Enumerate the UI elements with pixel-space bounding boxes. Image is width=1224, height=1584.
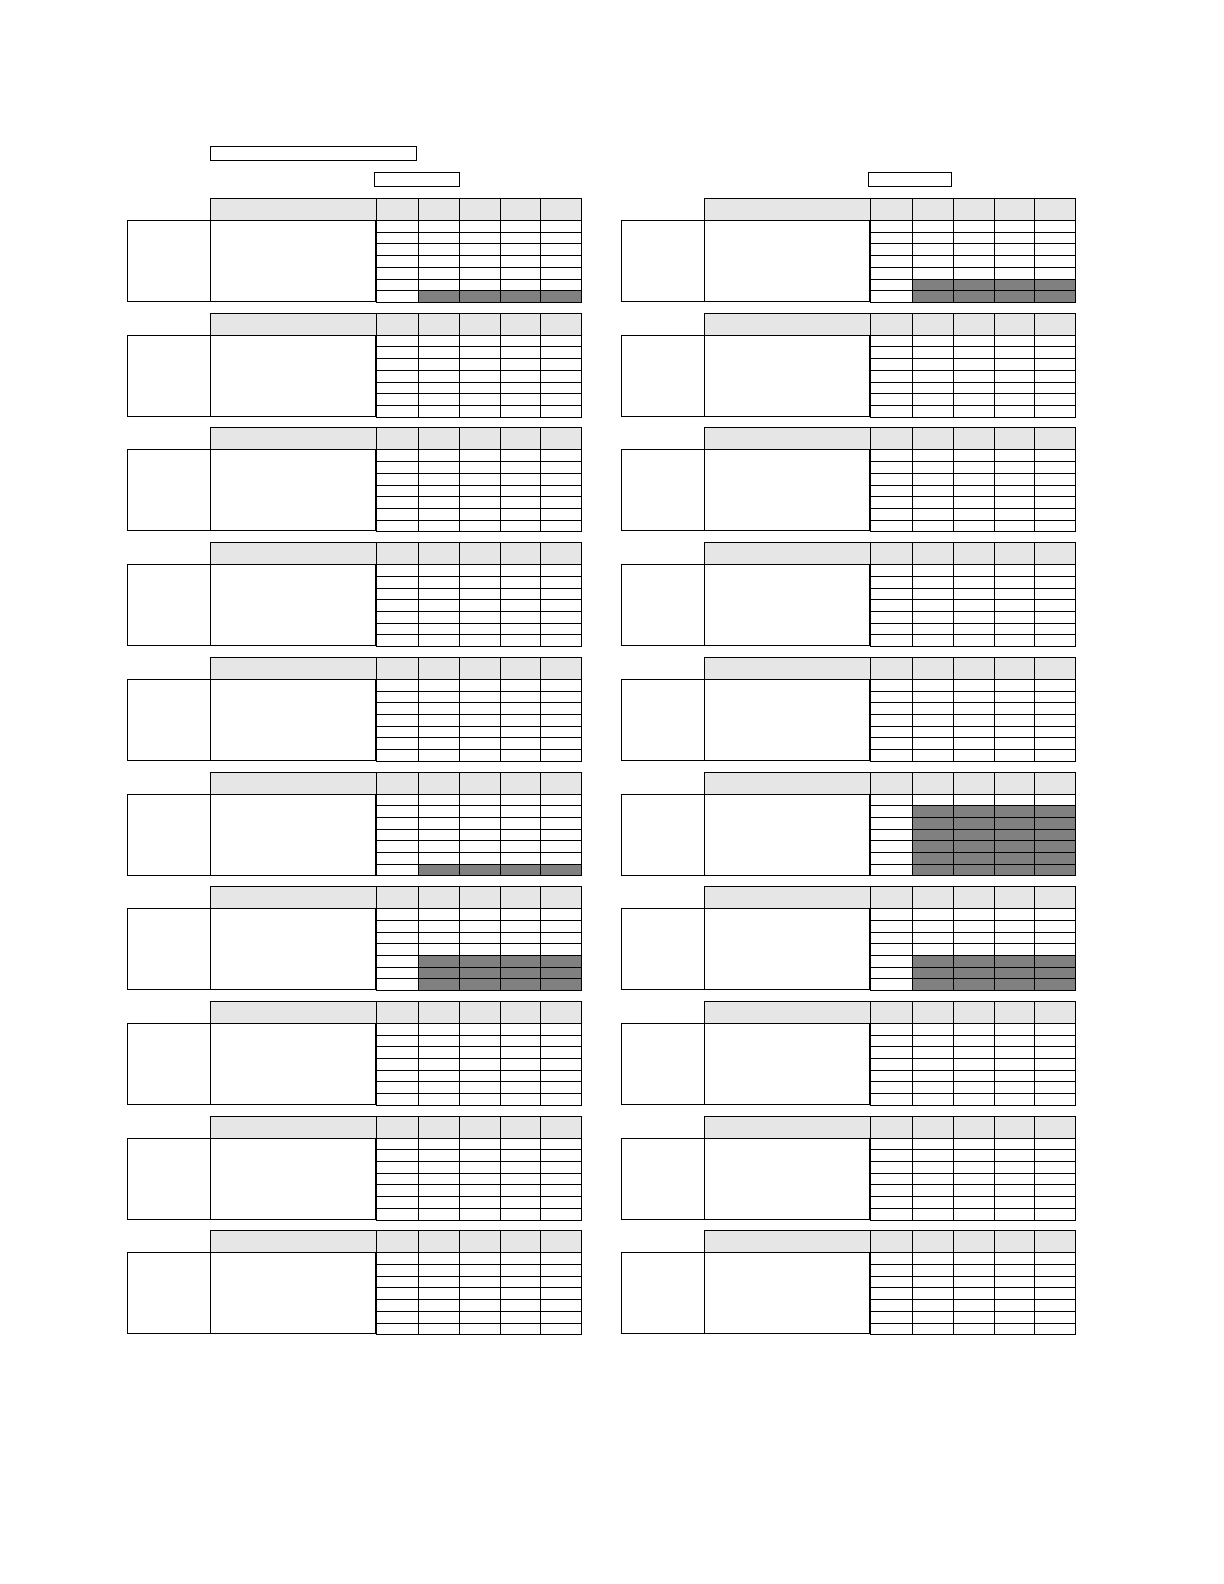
value-cell[interactable] [953, 634, 995, 647]
code-cell[interactable] [376, 520, 419, 533]
value-cell [994, 290, 1035, 303]
right-block-1 [621, 198, 1075, 302]
block-header-cell [953, 198, 995, 221]
block-header-cell [540, 427, 582, 450]
block-description-field[interactable] [210, 335, 376, 417]
value-cell[interactable] [912, 749, 954, 762]
block-header-cell [540, 1230, 582, 1253]
value-cell [418, 290, 460, 303]
block-header-cell [1034, 198, 1076, 221]
right-block-2 [621, 313, 1075, 417]
block-label-field[interactable] [127, 1023, 211, 1105]
value-cell[interactable] [500, 634, 541, 647]
value-cell[interactable] [500, 749, 541, 762]
block-label-field[interactable] [621, 1252, 705, 1334]
form-title-field[interactable] [210, 146, 417, 161]
block-label-field[interactable] [621, 1023, 705, 1105]
value-cell[interactable] [540, 1093, 582, 1106]
value-cell [540, 290, 582, 303]
block-description-field[interactable] [210, 1252, 376, 1334]
block-header-cell [1034, 886, 1076, 909]
block-header-cell [376, 427, 419, 450]
left-block-4 [127, 542, 581, 646]
block-header-cell [870, 198, 913, 221]
value-cell [500, 864, 541, 877]
value-cell[interactable] [418, 749, 460, 762]
block-header-cell [540, 198, 582, 221]
block-header-description [210, 313, 377, 336]
block-header-cell [418, 1116, 460, 1139]
block-header-description [704, 1116, 871, 1139]
block-header-cell [500, 542, 541, 565]
block-header-cell [376, 198, 419, 221]
block-header-cell [418, 427, 460, 450]
block-header-cell [994, 542, 1035, 565]
value-cell [1034, 978, 1076, 991]
left-block-7 [127, 886, 581, 990]
code-cell[interactable] [376, 1093, 419, 1106]
left-column-header-field[interactable] [374, 172, 460, 187]
block-description-field[interactable] [704, 908, 870, 990]
block-header-cell [953, 1001, 995, 1024]
value-cell [500, 290, 541, 303]
block-description-field[interactable] [704, 220, 870, 302]
block-header-cell [912, 198, 954, 221]
block-description-field[interactable] [210, 794, 376, 876]
right-block-5 [621, 657, 1075, 761]
left-block-9 [127, 1116, 581, 1220]
block-description-field[interactable] [704, 679, 870, 761]
left-block-5 [127, 657, 581, 761]
block-header-description [210, 542, 377, 565]
value-cell [540, 978, 582, 991]
left-block-8 [127, 1001, 581, 1105]
block-header-cell [870, 886, 913, 909]
block-header-cell [994, 198, 1035, 221]
block-header-cell [912, 542, 954, 565]
block-header-description [210, 427, 377, 450]
block-label-field[interactable] [621, 449, 705, 531]
value-cell[interactable] [500, 1208, 541, 1221]
block-header-description [704, 657, 871, 680]
block-header-cell [418, 1001, 460, 1024]
block-header-cell [870, 772, 913, 795]
value-cell[interactable] [418, 634, 460, 647]
block-header-cell [1034, 542, 1076, 565]
value-cell[interactable] [994, 1093, 1035, 1106]
value-cell[interactable] [540, 634, 582, 647]
block-header-cell [870, 542, 913, 565]
value-cell[interactable] [1034, 1208, 1076, 1221]
value-cell[interactable] [1034, 520, 1076, 533]
block-header-cell [953, 313, 995, 336]
value-cell[interactable] [1034, 634, 1076, 647]
code-cell[interactable] [870, 978, 913, 991]
block-header-cell [459, 313, 501, 336]
value-cell[interactable] [912, 520, 954, 533]
value-cell [500, 978, 541, 991]
block-description-field[interactable] [704, 335, 870, 417]
value-cell [994, 978, 1035, 991]
block-header-cell [376, 313, 419, 336]
block-label-field[interactable] [127, 794, 211, 876]
code-cell[interactable] [376, 405, 419, 418]
block-header-cell [912, 886, 954, 909]
block-header-description [210, 1116, 377, 1139]
block-label-field[interactable] [621, 794, 705, 876]
value-cell[interactable] [994, 1208, 1035, 1221]
right-block-3 [621, 427, 1075, 531]
block-header-cell [1034, 313, 1076, 336]
left-block-6 [127, 772, 581, 876]
value-cell [953, 864, 995, 877]
block-header-cell [953, 542, 995, 565]
value-cell [418, 864, 460, 877]
block-header-cell [500, 1116, 541, 1139]
block-label-field[interactable] [127, 908, 211, 990]
code-cell[interactable] [870, 405, 913, 418]
block-header-cell [994, 1001, 1035, 1024]
block-header-cell [1034, 1001, 1076, 1024]
value-cell[interactable] [500, 1323, 541, 1336]
block-header-description [704, 1230, 871, 1253]
block-header-cell [418, 657, 460, 680]
block-header-cell [500, 1230, 541, 1253]
block-header-cell [459, 542, 501, 565]
value-cell[interactable] [912, 634, 954, 647]
block-header-cell [540, 657, 582, 680]
block-header-cell [376, 886, 419, 909]
block-header-description [704, 886, 871, 909]
value-cell[interactable] [418, 405, 460, 418]
value-cell [1034, 290, 1076, 303]
block-label-field[interactable] [621, 679, 705, 761]
block-header-cell [376, 1230, 419, 1253]
block-header-description [704, 427, 871, 450]
block-header-description [210, 1001, 377, 1024]
value-cell[interactable] [459, 1208, 501, 1221]
block-header-cell [994, 772, 1035, 795]
block-label-field[interactable] [127, 220, 211, 302]
block-header-cell [1034, 772, 1076, 795]
block-header-cell [994, 427, 1035, 450]
code-cell[interactable] [376, 864, 419, 877]
block-header-cell [870, 657, 913, 680]
code-cell[interactable] [870, 864, 913, 877]
block-header-cell [912, 772, 954, 795]
block-header-description [704, 198, 871, 221]
block-description-field[interactable] [704, 794, 870, 876]
block-header-cell [376, 657, 419, 680]
block-label-field[interactable] [621, 335, 705, 417]
block-header-cell [376, 542, 419, 565]
value-cell[interactable] [953, 1208, 995, 1221]
block-description-field[interactable] [704, 1138, 870, 1220]
value-cell[interactable] [418, 1093, 460, 1106]
block-header-cell [1034, 657, 1076, 680]
value-cell[interactable] [994, 405, 1035, 418]
value-cell[interactable] [540, 405, 582, 418]
value-cell[interactable] [540, 1323, 582, 1336]
value-cell[interactable] [459, 405, 501, 418]
value-cell[interactable] [1034, 749, 1076, 762]
value-cell [953, 978, 995, 991]
block-header-cell [540, 1001, 582, 1024]
right-block-7 [621, 886, 1075, 990]
value-cell [953, 290, 995, 303]
block-description-field[interactable] [210, 1023, 376, 1105]
block-header-cell [870, 1230, 913, 1253]
value-cell[interactable] [500, 1093, 541, 1106]
value-cell[interactable] [994, 1323, 1035, 1336]
block-header-cell [418, 313, 460, 336]
block-header-cell [500, 657, 541, 680]
value-cell[interactable] [418, 520, 460, 533]
block-header-description [704, 542, 871, 565]
block-header-cell [459, 1001, 501, 1024]
block-header-cell [540, 542, 582, 565]
right-block-10 [621, 1230, 1075, 1334]
block-label-field[interactable] [127, 449, 211, 531]
block-header-description [210, 657, 377, 680]
value-cell [1034, 864, 1076, 877]
block-header-cell [459, 772, 501, 795]
left-block-2 [127, 313, 581, 417]
value-cell[interactable] [500, 520, 541, 533]
block-header-cell [870, 313, 913, 336]
code-cell[interactable] [376, 634, 419, 647]
block-header-description [210, 886, 377, 909]
value-cell[interactable] [459, 520, 501, 533]
code-cell[interactable] [376, 290, 419, 303]
value-cell[interactable] [953, 405, 995, 418]
block-description-field[interactable] [704, 1023, 870, 1105]
block-label-field[interactable] [621, 908, 705, 990]
block-header-cell [953, 1116, 995, 1139]
block-header-cell [459, 886, 501, 909]
value-cell[interactable] [994, 520, 1035, 533]
value-cell[interactable] [912, 1323, 954, 1336]
value-cell[interactable] [953, 1093, 995, 1106]
value-cell[interactable] [953, 1323, 995, 1336]
block-description-field[interactable] [210, 220, 376, 302]
block-header-cell [540, 1116, 582, 1139]
block-header-cell [912, 1230, 954, 1253]
value-cell [912, 978, 954, 991]
value-cell [459, 978, 501, 991]
block-description-field[interactable] [210, 564, 376, 646]
value-cell[interactable] [912, 405, 954, 418]
block-header-cell [953, 1230, 995, 1253]
value-cell[interactable] [500, 405, 541, 418]
block-header-cell [953, 427, 995, 450]
block-header-cell [459, 1116, 501, 1139]
block-header-cell [418, 198, 460, 221]
block-description-field[interactable] [210, 1138, 376, 1220]
block-header-description [704, 1001, 871, 1024]
block-header-cell [500, 198, 541, 221]
block-description-field[interactable] [704, 564, 870, 646]
value-cell[interactable] [953, 520, 995, 533]
block-header-cell [953, 657, 995, 680]
value-cell [912, 864, 954, 877]
block-header-description [704, 313, 871, 336]
block-header-cell [376, 1116, 419, 1139]
block-header-cell [912, 313, 954, 336]
value-cell[interactable] [953, 749, 995, 762]
block-description-field[interactable] [210, 449, 376, 531]
block-label-field[interactable] [621, 220, 705, 302]
code-cell[interactable] [376, 749, 419, 762]
code-cell[interactable] [870, 520, 913, 533]
block-header-description [704, 772, 871, 795]
block-header-cell [870, 427, 913, 450]
value-cell[interactable] [994, 634, 1035, 647]
value-cell[interactable] [459, 634, 501, 647]
block-label-field[interactable] [127, 335, 211, 417]
code-cell[interactable] [870, 1323, 913, 1336]
value-cell[interactable] [912, 1093, 954, 1106]
block-description-field[interactable] [210, 908, 376, 990]
block-header-description [210, 1230, 377, 1253]
code-cell[interactable] [376, 978, 419, 991]
code-cell[interactable] [376, 1323, 419, 1336]
left-block-10 [127, 1230, 581, 1334]
block-header-cell [912, 657, 954, 680]
block-header-cell [459, 1230, 501, 1253]
block-header-cell [376, 772, 419, 795]
left-block-1 [127, 198, 581, 302]
value-cell[interactable] [1034, 1093, 1076, 1106]
value-cell[interactable] [912, 1208, 954, 1221]
block-header-cell [418, 772, 460, 795]
code-cell[interactable] [870, 749, 913, 762]
right-column-header-field[interactable] [868, 172, 952, 187]
block-header-cell [418, 886, 460, 909]
block-header-cell [994, 1116, 1035, 1139]
block-header-cell [1034, 1116, 1076, 1139]
value-cell[interactable] [540, 1208, 582, 1221]
block-header-cell [912, 427, 954, 450]
code-cell[interactable] [870, 290, 913, 303]
block-header-cell [994, 657, 1035, 680]
block-label-field[interactable] [621, 564, 705, 646]
block-header-cell [994, 1230, 1035, 1253]
right-block-9 [621, 1116, 1075, 1220]
block-label-field[interactable] [127, 564, 211, 646]
value-cell[interactable] [540, 749, 582, 762]
value-cell [540, 864, 582, 877]
value-cell [912, 290, 954, 303]
value-cell [418, 978, 460, 991]
block-header-cell [870, 1001, 913, 1024]
value-cell [994, 864, 1035, 877]
block-description-field[interactable] [210, 679, 376, 761]
block-header-cell [953, 772, 995, 795]
block-header-cell [376, 1001, 419, 1024]
code-cell[interactable] [870, 634, 913, 647]
block-header-description [210, 772, 377, 795]
code-cell[interactable] [870, 1093, 913, 1106]
block-label-field[interactable] [127, 1138, 211, 1220]
block-header-cell [459, 427, 501, 450]
block-header-cell [1034, 1230, 1076, 1253]
value-cell [459, 864, 501, 877]
block-header-cell [870, 1116, 913, 1139]
block-header-cell [459, 198, 501, 221]
block-label-field[interactable] [621, 1138, 705, 1220]
block-header-cell [418, 1230, 460, 1253]
value-cell[interactable] [459, 1323, 501, 1336]
value-cell[interactable] [418, 1323, 460, 1336]
block-header-cell [994, 886, 1035, 909]
block-header-cell [500, 427, 541, 450]
code-cell[interactable] [376, 1208, 419, 1221]
block-header-cell [459, 657, 501, 680]
block-header-cell [994, 313, 1035, 336]
right-block-6 [621, 772, 1075, 876]
block-header-cell [500, 886, 541, 909]
block-header-cell [500, 1001, 541, 1024]
block-header-description [210, 198, 377, 221]
block-header-cell [540, 886, 582, 909]
block-header-cell [500, 772, 541, 795]
block-header-cell [953, 886, 995, 909]
value-cell[interactable] [1034, 1323, 1076, 1336]
value-cell[interactable] [540, 520, 582, 533]
block-label-field[interactable] [127, 1252, 211, 1334]
block-header-cell [912, 1116, 954, 1139]
code-cell[interactable] [870, 1208, 913, 1221]
value-cell[interactable] [1034, 405, 1076, 418]
right-block-4 [621, 542, 1075, 646]
right-block-8 [621, 1001, 1075, 1105]
value-cell[interactable] [994, 749, 1035, 762]
block-header-cell [912, 1001, 954, 1024]
block-header-cell [540, 772, 582, 795]
value-cell[interactable] [459, 749, 501, 762]
value-cell [459, 290, 501, 303]
value-cell[interactable] [418, 1208, 460, 1221]
left-block-3 [127, 427, 581, 531]
block-description-field[interactable] [704, 449, 870, 531]
value-cell[interactable] [459, 1093, 501, 1106]
block-header-cell [500, 313, 541, 336]
block-description-field[interactable] [704, 1252, 870, 1334]
block-label-field[interactable] [127, 679, 211, 761]
block-header-cell [1034, 427, 1076, 450]
block-header-cell [540, 313, 582, 336]
block-header-cell [418, 542, 460, 565]
